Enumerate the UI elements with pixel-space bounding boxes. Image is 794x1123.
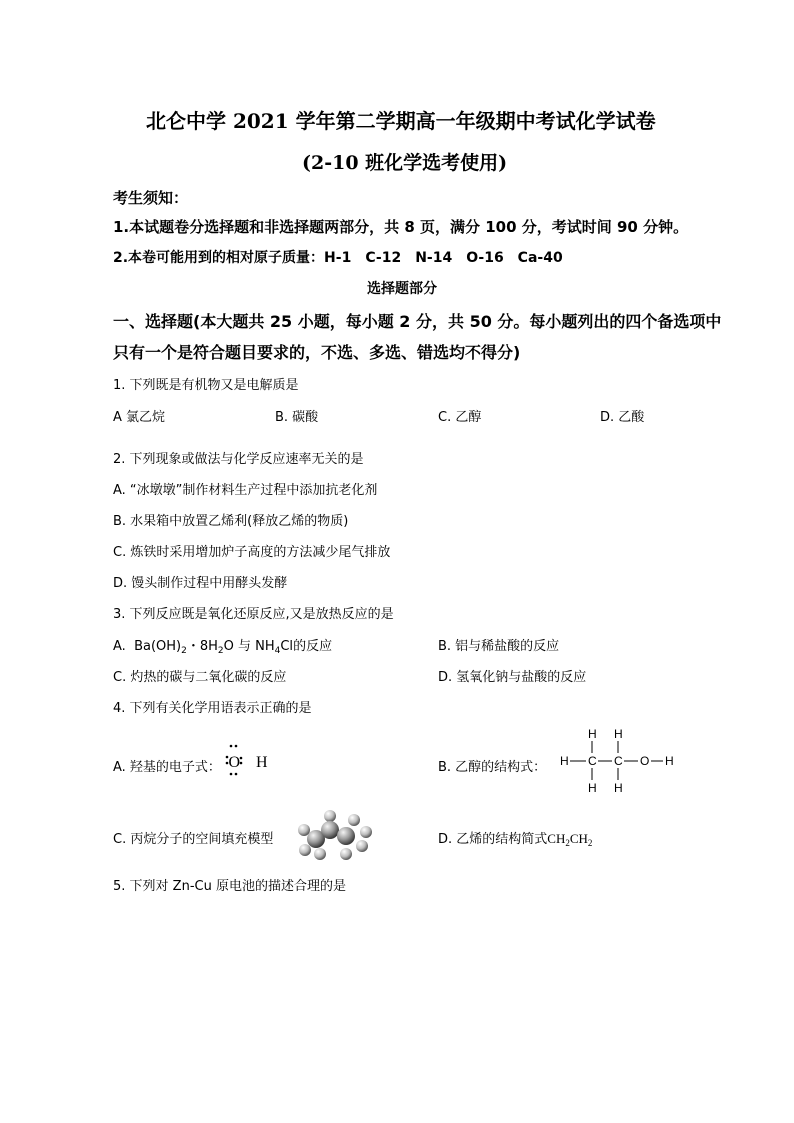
q1-stem: 1. 下列既是有机物又是电解质是 [113,378,299,393]
svg-text:O: O [640,754,650,768]
svg-text:H: H [665,754,674,768]
svg-text:C: C [614,754,623,768]
q3-option-c: C. 灼热的碳与二氧化碳的反应 [113,670,287,685]
page-title: 北仑中学 2021 学年第二学期高一年级期中考试化学试卷 [146,109,656,133]
svg-text:C: C [588,754,597,768]
part1-instruction-line2: 只有一个是符合题目要求的，不选、多选、错选均不得分) [113,343,521,362]
notice-heading: 考生须知： [113,189,189,207]
q3-option-a-formula: $Ba(OH)_2$・$8H_2O$ 与 $NH_4Cl$ [129,639,294,656]
q2-option-a: A. “冰墩墩”制作材料生产过程中添加抗老化剂 [113,483,378,498]
q3-option-b: B. 铝与稀盐酸的反应 [438,639,560,654]
q4-option-b: B. 乙醇的结构式： [438,760,547,775]
q2-option-d: D. 馒头制作过程中用酵头发酵 [113,576,288,591]
hydroxyl-electron-formula [224,742,276,778]
ethanol-structural-formula [558,724,684,796]
q4-option-d [438,828,592,847]
q3-stem: 3. 下列反应既是氧化还原反应,又是放热反应的是 [113,607,394,622]
svg-text:H: H [614,781,623,795]
q4-option-a: A. 羟基的电子式： [113,760,221,775]
q2-stem: 2. 下列现象或做法与化学反应速率无关的是 [113,452,364,467]
propane-space-filling-model [294,806,380,862]
q1-option-a: A 氯乙烷 [113,410,166,425]
q5-stem: 5. 下列对 Zn-Cu 原电池的描述合理的是 [113,879,346,894]
q2-option-c: C. 炼铁时采用增加炉子高度的方法减少尾气排放 [113,545,391,560]
svg-text:H: H [560,754,569,768]
svg-text:O: O [228,754,241,771]
q1-option-c: C. 乙醇 [438,410,482,425]
q3-option-d: D. 氢氧化钠与盐酸的反应 [438,670,587,685]
q1-option-d: D. 乙酸 [600,410,645,425]
part1-instruction-line1: 一、选择题(本大题共 25 小题，每小题 2 分，共 50 分。每小题列出的四个备选项中 [113,312,722,331]
svg-text:H: H [588,727,597,741]
q4-option-d-label: D. 乙烯的结构简式 [438,832,548,847]
page-subtitle: (2-10 班化学选考使用) [302,152,508,174]
q4-stem: 4. 下列有关化学用语表示正确的是 [113,701,312,716]
q2-option-b: B. 水果箱中放置乙烯利(释放乙烯的物质) [113,514,349,529]
notice-item-1: 1.本试题卷分选择题和非选择题两部分，共 8 页，满分 100 分，考试时间 90 分钟。 [113,218,689,236]
ethylene-formula: $CH_2CH_2$ [547,831,593,848]
q3-option-a-prefix: A. [113,639,126,654]
section-title: 选择题部分 [367,281,437,297]
notice-item-2: 2.本卷可能用到的相对原子质量：H-1 C-12 N-14 O-16 Ca-40 [113,250,563,266]
q1-option-b: B. 碳酸 [275,410,319,425]
svg-text:H: H [614,727,623,741]
q4-option-c: C. 丙烷分子的空间填充模型 [113,832,274,847]
svg-text:H: H [256,754,268,771]
q3-option-a [113,635,332,654]
q3-option-a-tail: 的反应 [293,639,333,654]
svg-text:H: H [588,781,597,795]
